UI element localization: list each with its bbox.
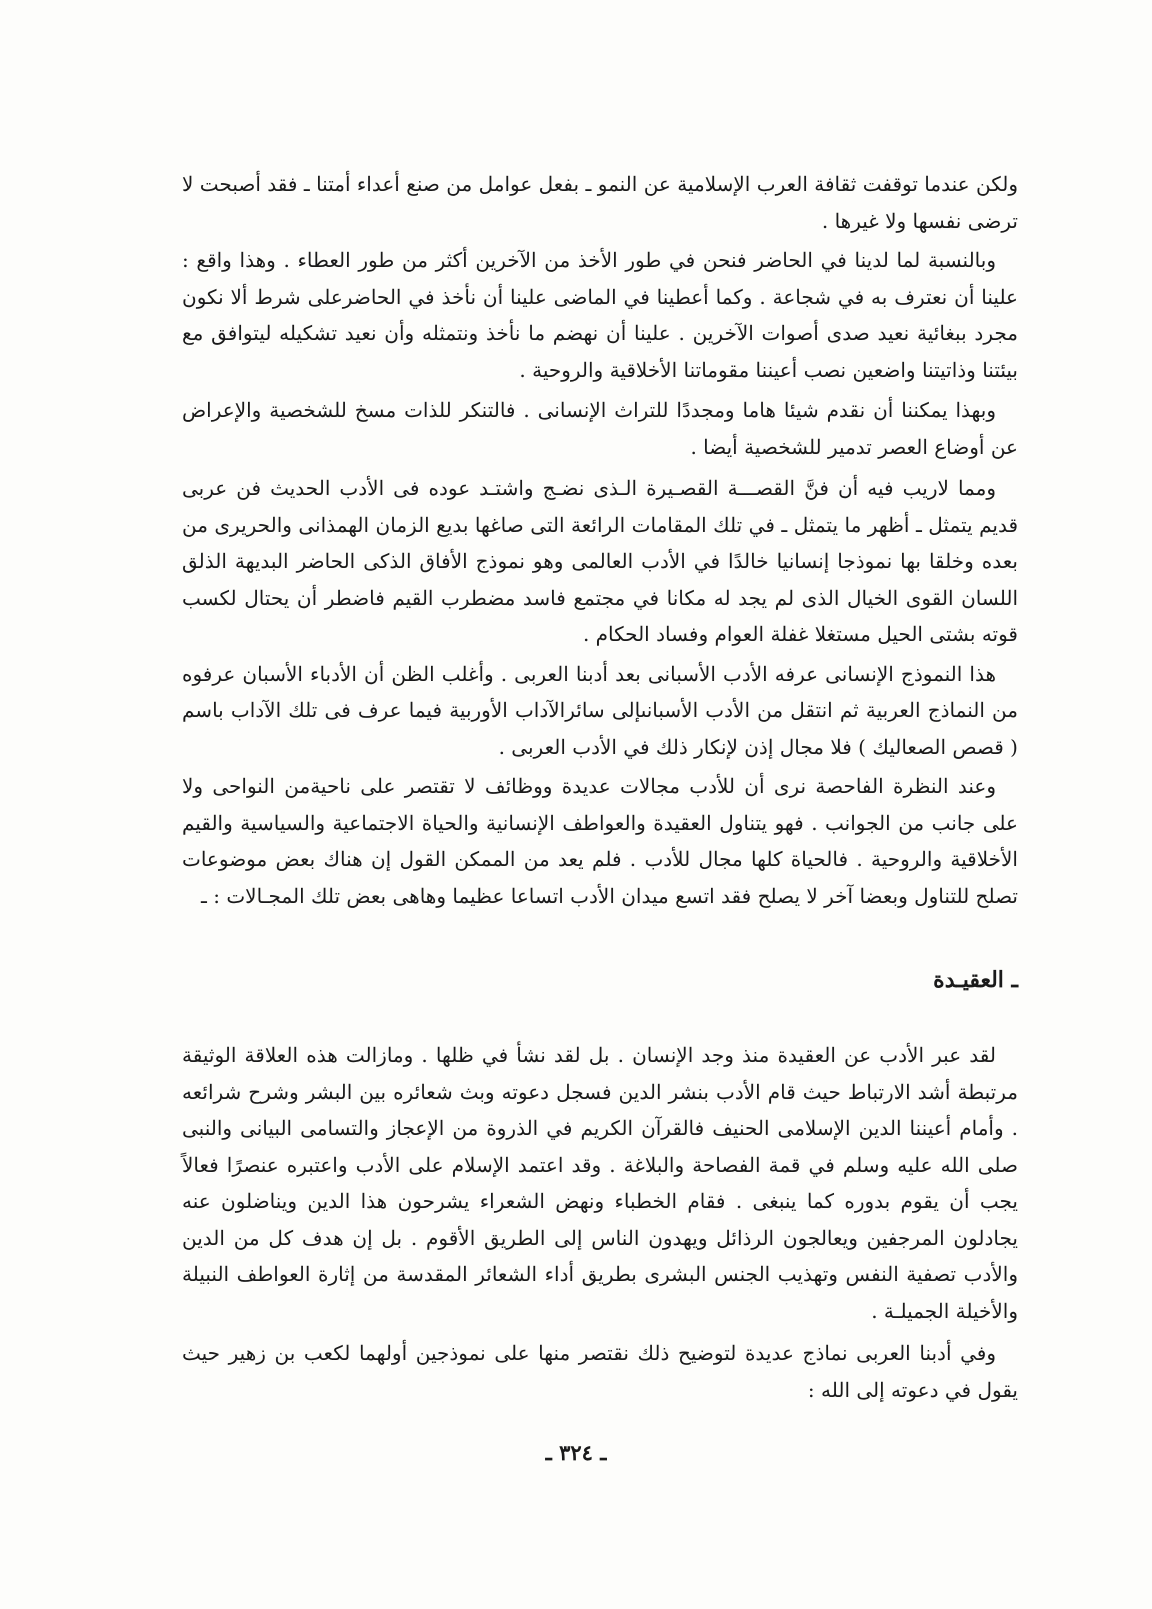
body-text-top bbox=[182, 166, 1018, 914]
paragraph: وبهذا يمكننا أن نقدم شيئا هاما ومجددًا للتراث الإنسانى . فالتنكر للذات مسخ للشخصية والإعراض عن أوضاع العصر تدمير للشخصية أيضا . bbox=[182, 398, 1018, 459]
paragraph: ولكن عندما توقفت ثقافة العرب الإسلامية عن النمو ـ بفعل عوامل من صنع أعداء أمتنا ـ فقد أصبحت لا ترضى نفسها ولا غيرها . bbox=[182, 172, 1018, 233]
paragraph: هذا النموذج الإنسانى عرفه الأدب الأسبانى بعد أدبنا العربى . وأغلب الظن أن الأدباء الأسبان عرفوه من النماذج العربية ثم انتقل من الأدب الأسبانىإلى سائرالآداب الأوربية فيما عرف فى تلك الآداب باسم ( قصص الصعاليك ) فلا مجال إذن لإنكار ذلك في الأدب العربى . bbox=[182, 661, 1018, 759]
section-heading: ـ العقيـدة bbox=[933, 967, 1018, 993]
paragraph: وعند النظرة الفاحصة نرى أن للأدب مجالات عديدة ووظائف لا تقتصر على ناحيةمن النواحى ولا على جانب من الجوانب . فهو يتناول العقيدة والعواطف الإنسانية والحياة الاجتماعية والسياسية والقيم الأخلاقية والروحية . فالحياة كلها مجال للأدب . فلم يعد من الممكن القول إن هناك بعض موضوعات تصلح للتناول وبعضا آخر لا يصلح فقد اتسع ميدان الأدب اتساعا عظيما وهاهى بعض تلك المجـالات : ـ bbox=[182, 774, 1018, 908]
paragraph: وفي أدبنا العربى نماذج عديدة لتوضيح ذلك نقتصر منها على نموذجين أولهما لكعب بن زهير حيث يقول في دعوته إلى الله : bbox=[182, 1341, 1018, 1402]
paragraph: ومما لاريب فيه أن فنَّ القصـــة القصـيرة الـذى نضـج واشتـد عوده فى الأدب الحديث فن عربى قديم يتمثل ـ أظهر ما يتمثل ـ في تلك المقامات الرائعة التى صاغها بديع الزمان الهمذانى والحريرى من بعده وخلقا بها نموذجا إنسانيا خالدًا في الأدب العالمى وهو نموذج الأفاق الذكى الحاضر البديهة الذلق اللسان القوى الخيال الذى لم يجد له مكانا في مجتمع فاسد مضطرب القيم فاضطر أن يحتال لكسب قوته بشتى الحيل مستغلا غفلة العوام وفساد الحكام . bbox=[182, 476, 1018, 646]
paragraph: لقد عبر الأدب عن العقيدة منذ وجد الإنسان . بل لقد نشأ في ظلها . ومازالت هذه العلاقة الوثيقة مرتبطة أشد الارتباط حيث قام الأدب بنشر الدين فسجل دعوته وبث شعائره بين البشر وشرح شرائعه . وأمام أعيننا الدين الإسلامى الحنيف فالقرآن الكريم في الذروة من الإعجاز والتسامى البيانى والنبى صلى الله عليه وسلم في قمة الفصاحة والبلاغة . وقد اعتمد الإسلام على الأدب واعتبره عنصرًا فعالاً يجب أن يقوم بدوره كما ينبغى . فقام الخطباء ونهض الشعراء يشرحون هذا الدين ويناضلون عنه يجادلون المرجفين ويعالجون الرذائل ويهدون الناس إلى الطريق الأقوم . بل إن هدف كل من الدين والأدب تصفية النفس وتهذيب الجنس البشرى بطريق أداء الشعائر المقدسة من إثارة العواطف النبيلة والأخيلة الجميلـة . bbox=[182, 1043, 1018, 1323]
page-number: ـ ٣٢٤ ـ bbox=[545, 1440, 607, 1465]
paragraph: وبالنسبة لما لدينا في الحاضر فنحن في طور الأخذ من الآخرين أكثر من طور العطاء . وهذا واقع : علينا أن نعترف به في شجاعة . وكما أعطينا في الماضى علينا أن نأخذ في الحاضرعلى شرط ألا نكون مجرد ببغائية نعيد صدى أصوات الآخرين . علينا أن نهضم ما نأخذ ونتمثله وأن نعيد تشكيله ليتوافق مع بيئتنا وذاتيتنا واضعين نصب أعيننا مقوماتنا الأخلاقية والروحية . bbox=[182, 248, 1018, 382]
body-text-bottom bbox=[182, 1037, 1018, 1408]
